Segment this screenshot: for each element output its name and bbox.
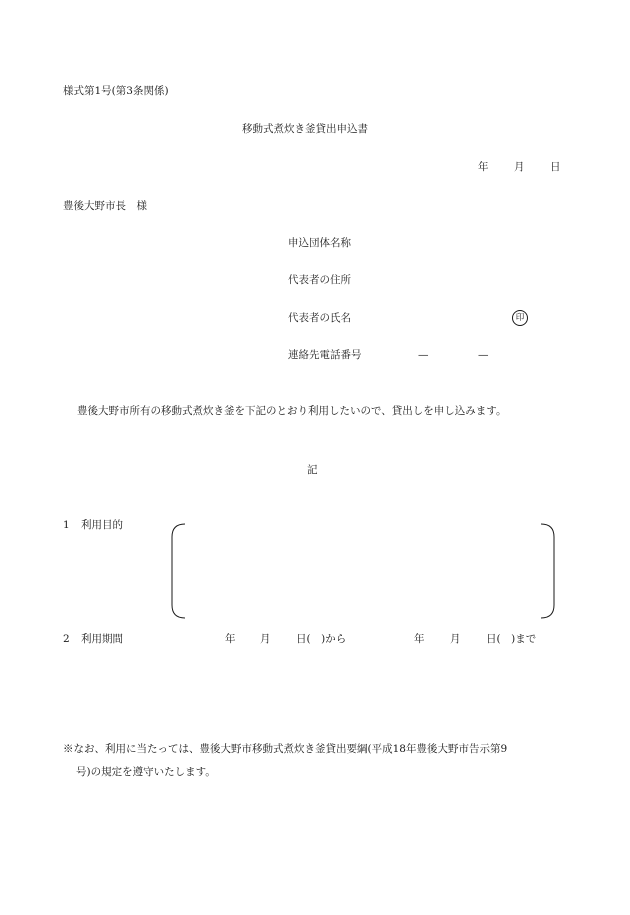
rep-name-label: 代表者の氏名 xyxy=(288,312,351,324)
period-start-day: 日( )から xyxy=(296,633,347,645)
body-paragraph: 豊後大野市所有の移動式煮炊き釜を下記のとおり利用したいので、貸出しを申し込みます。 xyxy=(77,405,507,417)
period-end-day: 日( )まで xyxy=(486,633,537,645)
phone-separator-2: — xyxy=(478,349,489,361)
period-end-year: 年 xyxy=(414,633,425,645)
seal-mark: 印 xyxy=(512,310,528,326)
item-1-label: 利用目的 xyxy=(81,519,123,531)
note-line-1: ※なお、利用に当たっては、豊後大野市移動式煮炊き釜貸出要綱(平成18年豊後大野市告示第9 xyxy=(63,743,508,755)
ki-heading: 記 xyxy=(307,464,318,476)
item-1-number: 1 xyxy=(63,519,70,531)
document-title: 移動式煮炊き釜貸出申込書 xyxy=(242,123,368,135)
purpose-bracket-left xyxy=(170,523,186,619)
form-number: 様式第1号(第3条関係) xyxy=(63,85,169,97)
addressee: 豊後大野市長 様 xyxy=(63,200,147,212)
rep-address-label: 代表者の住所 xyxy=(288,274,351,286)
purpose-bracket-right xyxy=(540,523,556,619)
phone-label: 連絡先電話番号 xyxy=(288,349,362,361)
date-year: 年 xyxy=(478,161,489,173)
org-name-label: 申込団体名称 xyxy=(288,237,351,249)
note-line-2: 号)の規定を遵守いたします。 xyxy=(76,766,216,778)
period-start-month: 月 xyxy=(260,633,271,645)
period-end-month: 月 xyxy=(450,633,461,645)
date-month: 月 xyxy=(514,161,525,173)
period-start-year: 年 xyxy=(225,633,236,645)
date-day: 日 xyxy=(550,161,561,173)
item-2-label: 利用期間 xyxy=(81,633,123,645)
item-2-number: 2 xyxy=(63,633,70,645)
phone-separator-1: — xyxy=(418,349,429,361)
